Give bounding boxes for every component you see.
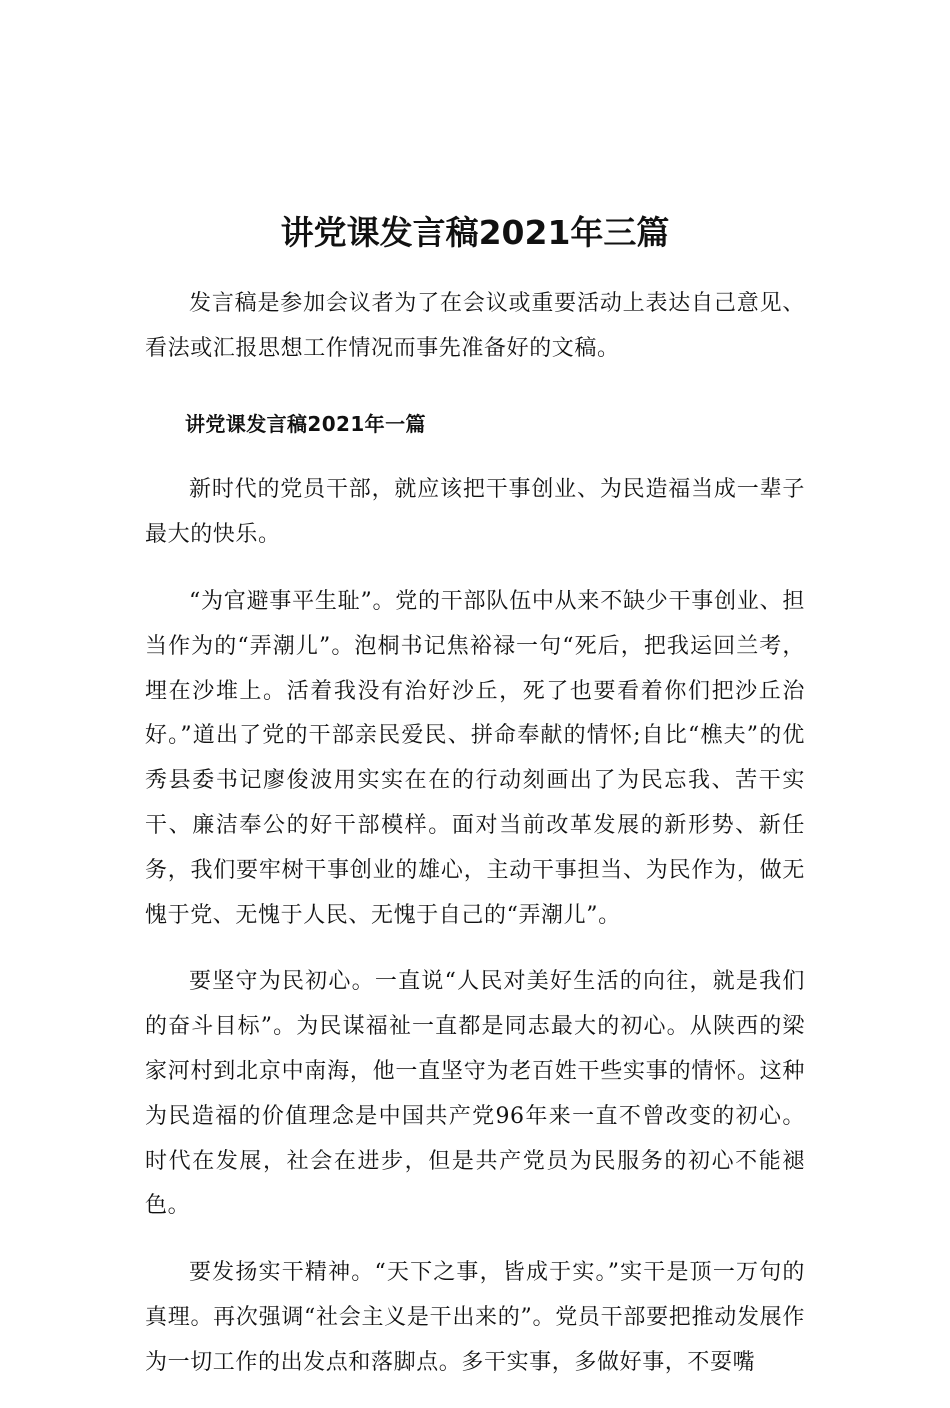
section-heading: 讲党课发言稿2021年一篇 [185,411,426,436]
document-title: 讲党课发言稿2021年三篇 [280,213,670,252]
body-paragraph-3: 要坚守为民初心。一直说“人民对美好生活的向往，就是我们的奋斗目标”。为民谋福祉一直都是同志最大的初心。从陕西的梁家河村到北京中南海，他一直坚守为老百姓干些实事的情怀。这种为民造福的价值理念是中国共产党96年来一直不曾改变的初心。时代在发展，社会在进步，但是共产党员为民服务的初心不能褪色。 [145,969,805,1219]
document-body [145,282,805,1408]
body-paragraph-1: 新时代的党员干部，就应该把干事创业、为民造福当成一辈子最大的快乐。 [145,477,805,548]
body-paragraph-4: 要发扬实干精神。“天下之事，皆成于实。”实干是顶一万句的真理。再次强调“社会主义是干出来的”。党员干部要把推动发展作为一切工作的出发点和落脚点。多干实事，多做好事，不耍嘴 [145,1260,805,1375]
body-paragraph-2: “为官避事平生耻”。党的干部队伍中从来不缺少干事创业、担当作为的“弄潮儿”。泡桐书记焦裕禄一句“死后，把我运回兰考，埋在沙堆上。活着我没有治好沙丘，死了也要看着你们把沙丘治好。”道出了党的干部亲民爱民、拼命奉献的情怀;自比“樵夫”的优秀县委书记廖俊波用实实在在的行动刻画出了为民忘我、苦干实干、廉洁奉公的好干部模样。面对当前改革发展的新形势、新任务，我们要牢树干事创业的雄心，主动干事担当、为民作为，做无愧于党、无愧于人民、无愧于自己的“弄潮儿”。 [145,588,805,928]
intro-paragraph: 发言稿是参加会议者为了在会议或重要活动上表达自己意见、看法或汇报思想工作情况而事先准备好的文稿。 [145,291,805,361]
